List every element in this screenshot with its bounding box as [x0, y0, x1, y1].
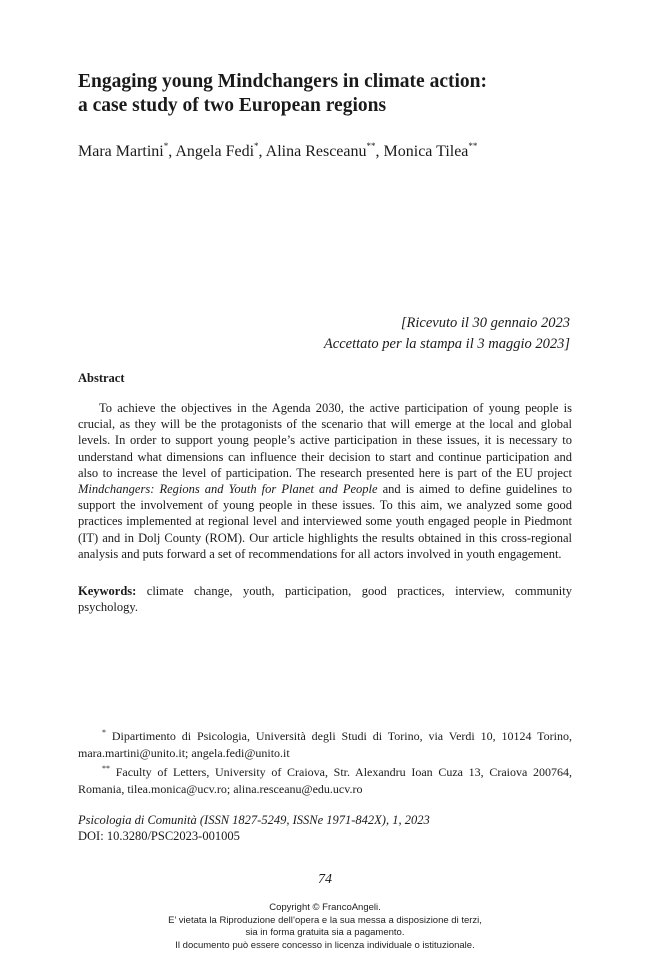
keywords-label: Keywords: [78, 584, 137, 598]
copyright-notice [0, 902, 650, 952]
copyright-line: E’ vietata la Riproduzione dell’opera e la sua messa a disposizione di terzi, [168, 914, 482, 926]
footnote-affiliation-2 [78, 764, 572, 797]
journal-info [78, 812, 430, 844]
title-line-2: a case study of two European regions [78, 95, 387, 116]
footnote-mark: * [102, 728, 106, 737]
author-affiliation-mark: ** [468, 141, 478, 151]
received-date: [Ricevuto il 30 gennaio 2023 [400, 315, 570, 331]
footnote-affiliation-1 [78, 728, 572, 761]
abstract-heading: Abstract [78, 371, 125, 385]
author-name: Mara Martini [78, 143, 164, 160]
author-name: Angela Fedi [175, 143, 255, 160]
page-number: 74 [318, 872, 332, 887]
footnote-text: Faculty of Letters, University of Craiova, Str. Alexandru Ioan Cuza 13, Craiova 200764, Romania, tilea.monica@ucv.ro; alina.resceanu@edu.ucv.ro [78, 765, 573, 796]
author-list: Mara Martini*, Angela Fedi*, Alina Resceanu**, Monica Tilea** [78, 141, 478, 160]
title-line-1: Engaging young Mindchangers in climate action: [78, 71, 487, 92]
author-affiliation-mark: ** [366, 141, 376, 151]
project-name: Mindchangers: Regions and Youth for Planet and People [78, 482, 378, 497]
author-name: Monica Tilea [383, 143, 469, 160]
keywords [78, 583, 572, 615]
keywords-text: climate change, youth, participation, good practices, interview, community psychology. [78, 584, 572, 615]
copyright-line: sia in forma gratuita sia a pagamento. [245, 927, 405, 938]
abstract-body [78, 400, 572, 562]
footnote-text: Dipartimento di Psicologia, Università degli Studi di Torino, via Verdi 10, 10124 Torino, mara.martini@unito.it; angela.fedi@unito.it [78, 729, 572, 760]
copyright-line: Copyright © FrancoAngeli. [269, 902, 381, 913]
abstract-text-part-2: and is aimed to define guidelines to support the involvement of young people in these issues. To this aim, we analyzed some good practices implemented at regional level and interviewed some youth engaged people in Piedmont (IT) and in Dolj County (ROM). Our article highlights the results obtained in this cross-regional analysis and puts forward a set of recommendations for all actors involved in youth engagement. [78, 482, 573, 561]
abstract-text-part-1: To achieve the objectives in the Agenda 2030, the active participation of young people is crucial, as they will be the protagonists of the scenario that will emerge at the local and global levels. In order to support young people’s active participation in these issues, it is necessary to understand what dimensions can influence their decision to start and continue participation and also to increase the level of participation. The research presented here is part of the EU project [78, 401, 572, 480]
author-affiliation-mark: * [254, 141, 259, 151]
author-name: Alina Resceanu [265, 143, 367, 160]
author-affiliation-mark: * [163, 141, 169, 151]
doi: DOI: 10.3280/PSC2023-001005 [78, 829, 240, 843]
accepted-date: Accettato per la stampa il 3 maggio 2023] [323, 336, 570, 352]
received-accepted-dates [324, 313, 570, 355]
journal-citation: Psicologia di Comunità (ISSN 1827-5249, ISSNe 1971-842X), 1, 2023 [78, 813, 430, 827]
footnote-mark: ** [102, 764, 110, 773]
copyright-line: Il documento può essere concesso in licenza individuale o istituzionale. [175, 939, 475, 951]
paper-title [78, 70, 578, 118]
